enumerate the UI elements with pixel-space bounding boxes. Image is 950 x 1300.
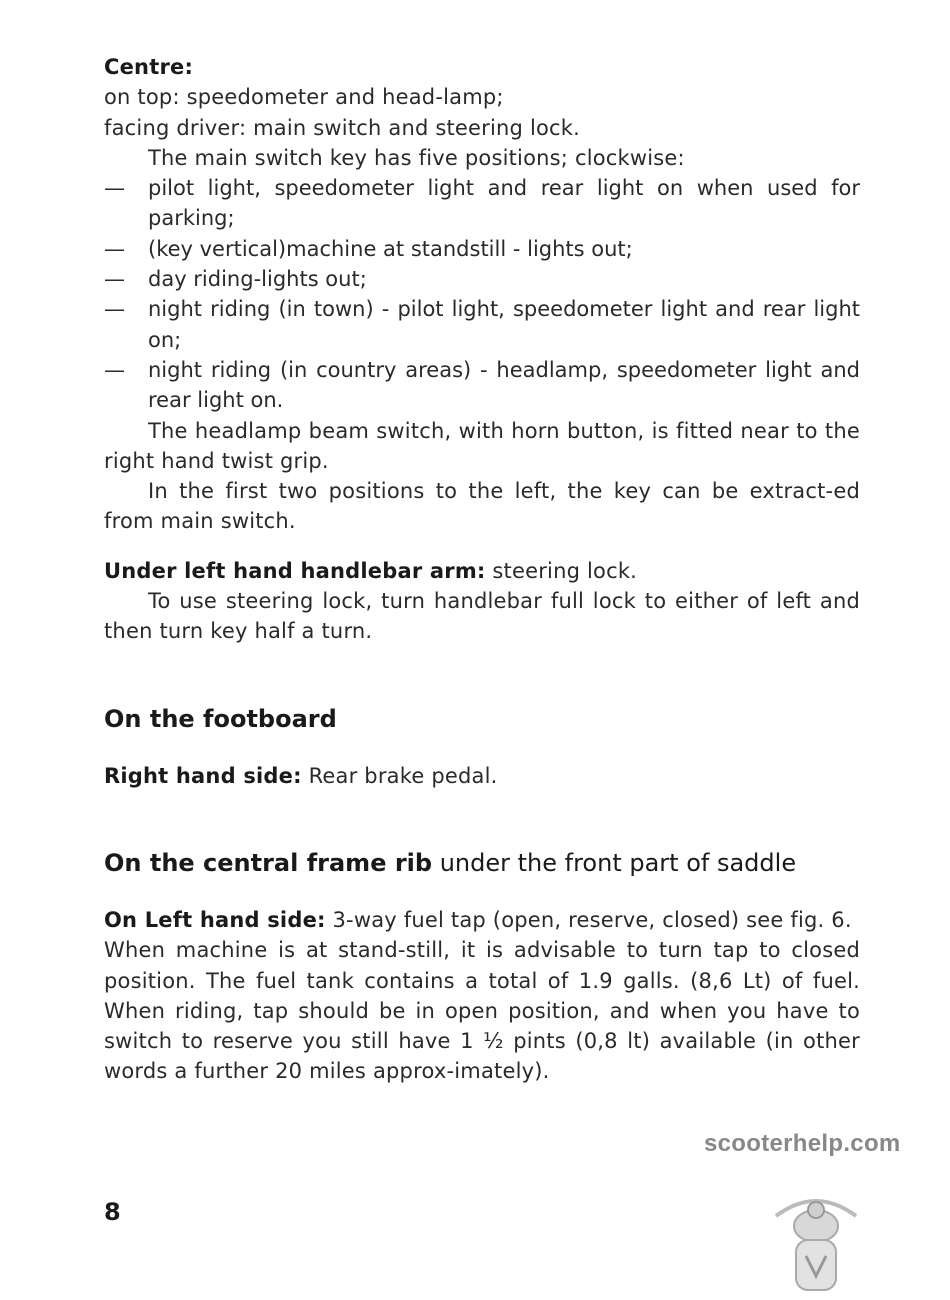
list-item: — night riding (in country areas) - headlamp, speedometer light and rear light on. — [104, 357, 860, 413]
left-hand-label: On Left hand side: — [104, 907, 326, 932]
page-content — [104, 52, 860, 1087]
list-item: — (key vertical)machine at standstill - lights out; — [104, 236, 633, 261]
centre-line-3: The main switch key has five positions; clockwise: — [148, 145, 685, 170]
frame-rib-heading: On the central frame rib under the front part of saddle — [104, 848, 797, 877]
steering-lock-usage: To use steering lock, turn handlebar full lock to either of left and then turn key half a turn. — [104, 589, 860, 644]
page-number: 8 — [104, 1198, 121, 1226]
watermark-text: scooterhelp.com — [704, 1130, 901, 1157]
list-item: — night riding (in town) - pilot light, speedometer light and rear light on; — [104, 297, 860, 352]
switch-positions-list — [104, 173, 860, 415]
watermark — [700, 1130, 940, 1300]
footboard-heading: On the footboard — [104, 704, 337, 733]
under-left-paragraph: Under left hand handlebar arm: steering lock. — [104, 558, 638, 583]
footboard-paragraph: Right hand side: Rear brake pedal. — [104, 763, 498, 788]
right-hand-label: Right hand side: — [104, 763, 302, 788]
fuel-tank-paragraph: When machine is at stand-still, it is advisable to turn tap to closed position. The fuel tank contains a total of 1.9 galls. (8,6 Lt) of fuel. When riding, tap should be in open position, and when you have to switch to reserve you still have 1 ½ pints (0,8 lt) available (in other words a further 20 miles approx-imately). — [104, 938, 860, 1084]
centre-heading: Centre: — [104, 55, 194, 79]
beam-switch-paragraph: The headlamp beam switch, with horn button, is fitted near to the right hand twist grip. — [104, 418, 860, 473]
centre-line-1: on top: speedometer and head-lamp; — [104, 85, 504, 110]
list-item: — day riding-lights out; — [104, 267, 367, 292]
extract-paragraph: In the first two positions to the left, the key can be extract-ed from main switch. — [104, 479, 860, 534]
scooter-icon — [756, 1156, 876, 1296]
centre-line-2: facing driver: main switch and steering lock. — [104, 115, 581, 140]
left-hand-fuel-tap: On Left hand side: 3-way fuel tap (open, reserve, closed) see fig. 6. — [104, 907, 852, 932]
under-left-label: Under left hand handlebar arm: — [104, 558, 486, 583]
list-item: — pilot light, speedometer light and rear light on when used for parking; — [104, 176, 860, 231]
